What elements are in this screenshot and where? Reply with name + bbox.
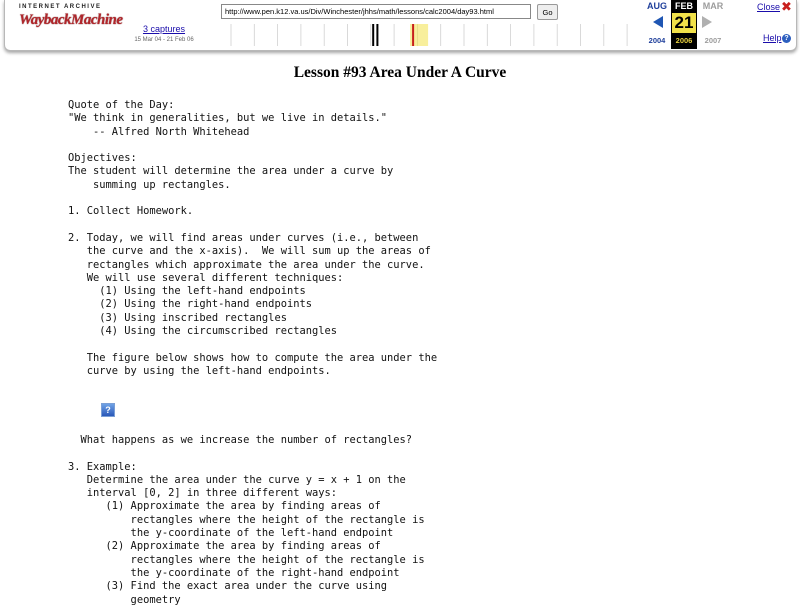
captures-link[interactable]: 3 captures [142,24,186,34]
close-icon[interactable]: ✖ [781,0,792,15]
help-icon[interactable]: ? [782,34,791,43]
sparkline-ticks [231,24,627,46]
captures-range: 15 Mar 04 - 21 Feb 06 [134,37,194,43]
sparkline-capture[interactable] [372,24,374,46]
current-day: 21 [672,13,696,33]
next-capture-arrow-icon [702,16,712,28]
sparkline-capture[interactable] [376,24,378,46]
wayback-logo[interactable] [19,4,123,44]
current-month: FEB [671,0,697,49]
captures-info [117,24,211,43]
prev-capture-arrow-icon[interactable] [653,16,663,28]
logo-caption: INTERNET ARCHIVE [19,4,102,10]
lesson-text-example: What happens as we increase the number of rectangles? 3. Example: Determine the area under the curve y = x + 1 on the interval [0, 2] in three different ways: (1) Approximate the area by finding areas of rectangles where the height of the rectangle is the y-coordinate of the left-hand endpoint (2) Approximate the area by finding areas of rectangles where the height of the rectangle is the y-coordinate of the right-hand endpoint (3) Find the exact area under the curve using geometry [68,434,425,606]
next-month-label: MAR [702,1,724,11]
page-title: Lesson #93 Area Under A Curve [293,64,507,81]
broken-image-icon: ? [101,403,115,417]
logo-wordmark: WaybackMachine [19,12,123,28]
next-year-label: 2007 [704,36,722,45]
lesson-text-intro: Quote of the Day: "We think in generalities, but we live in details." -- Alfred North Whitehead Objectives: The student will determine the area under a curve by summing up rectangles. 1. Collect Homework. 2. Today, we will find areas under curves (i.e., between the curve and the x-axis). We will sum up the areas of rectangles which approximate the area under the curve. We will use several different techniques: (1) Using the left-hand endpoints (2) Using the right-hand endpoints (3) Using inscribed rectangles (4) Using the circumscribed rectangles The figure below shows how to compute the area under the curve by using the left-hand endpoints. [68,99,438,377]
current-year: 2006 [675,36,693,45]
close-link[interactable]: Close [757,2,781,12]
capture-sparkline[interactable] [221,24,641,46]
help-link[interactable]: Help [763,33,782,43]
url-input[interactable] [221,4,531,19]
sparkline-captures [372,24,428,46]
prev-year-link[interactable]: 2004 [648,36,666,45]
prev-month-link[interactable]: AUG [647,1,667,11]
go-button[interactable]: Go [537,4,558,20]
sparkline-current-capture[interactable] [412,24,414,46]
wayback-toolbar [4,0,797,51]
